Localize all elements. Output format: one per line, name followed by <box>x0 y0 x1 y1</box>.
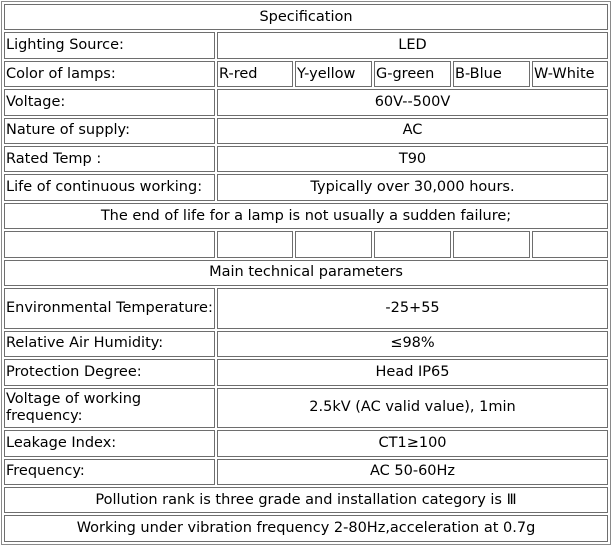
main-params-title: Main technical parameters <box>4 260 608 286</box>
nature-of-supply-value: AC <box>217 118 608 144</box>
empty-cell <box>453 231 530 257</box>
lighting-source-label: Lighting Source: <box>4 32 215 58</box>
empty-cell <box>4 231 215 257</box>
table-title: Specification <box>4 4 608 30</box>
frequency-value: AC 50-60Hz <box>217 459 608 485</box>
frequency-row <box>4 459 608 485</box>
vibration-note: Working under vibration frequency 2-80Hz,acceleration at 0.7g <box>4 515 608 542</box>
empty-cell <box>374 231 451 257</box>
lamp-color-white: W-White <box>532 61 608 87</box>
life-row <box>4 174 608 200</box>
humidity-value: ≤98% <box>217 331 608 357</box>
color-of-lamps-row <box>4 61 608 87</box>
nature-of-supply-row <box>4 118 608 144</box>
empty-row <box>4 231 608 257</box>
rated-temp-label: Rated Temp : <box>4 146 215 172</box>
end-of-life-row <box>4 203 608 229</box>
lamp-color-yellow: Y-yellow <box>295 61 372 87</box>
leakage-row <box>4 430 608 456</box>
voltage-row <box>4 89 608 115</box>
env-temp-label: Environmental Temperature: <box>4 288 215 329</box>
nature-of-supply-label: Nature of supply: <box>4 118 215 144</box>
protection-label: Protection Degree: <box>4 359 215 385</box>
leakage-label: Leakage Index: <box>4 430 215 456</box>
rated-temp-row <box>4 146 608 172</box>
life-label: Life of continuous working: <box>4 174 215 200</box>
lighting-source-row <box>4 32 608 58</box>
voltage-value: 60V--500V <box>217 89 608 115</box>
working-voltage-label: Voltage of working frequency: <box>4 388 215 429</box>
life-value: Typically over 30,000 hours. <box>217 174 608 200</box>
protection-row <box>4 359 608 385</box>
humidity-label: Relative Air Humidity: <box>4 331 215 357</box>
main-params-title-row <box>4 260 608 286</box>
lighting-source-value: LED <box>217 32 608 58</box>
empty-cell <box>217 231 293 257</box>
env-temp-value: -25+55 <box>217 288 608 329</box>
frequency-label: Frequency: <box>4 459 215 485</box>
specification-table <box>1 1 611 545</box>
title-row <box>4 4 608 30</box>
empty-cell <box>295 231 372 257</box>
lamp-color-blue: B-Blue <box>453 61 530 87</box>
env-temp-row <box>4 288 608 329</box>
lamp-color-green: G-green <box>374 61 451 87</box>
pollution-note: Pollution rank is three grade and installation category is Ⅲ <box>4 487 608 513</box>
lamp-color-red: R-red <box>217 61 293 87</box>
humidity-row <box>4 331 608 357</box>
vibration-row <box>4 515 608 542</box>
pollution-row <box>4 487 608 513</box>
leakage-value: CT1≥100 <box>217 430 608 456</box>
protection-value: Head IP65 <box>217 359 608 385</box>
rated-temp-value: T90 <box>217 146 608 172</box>
color-of-lamps-label: Color of lamps: <box>4 61 215 87</box>
end-of-life-note: The end of life for a lamp is not usually a sudden failure; <box>4 203 608 229</box>
voltage-label: Voltage: <box>4 89 215 115</box>
working-voltage-value: 2.5kV (AC valid value), 1min <box>217 388 608 429</box>
working-voltage-row <box>4 388 608 429</box>
empty-cell <box>532 231 608 257</box>
